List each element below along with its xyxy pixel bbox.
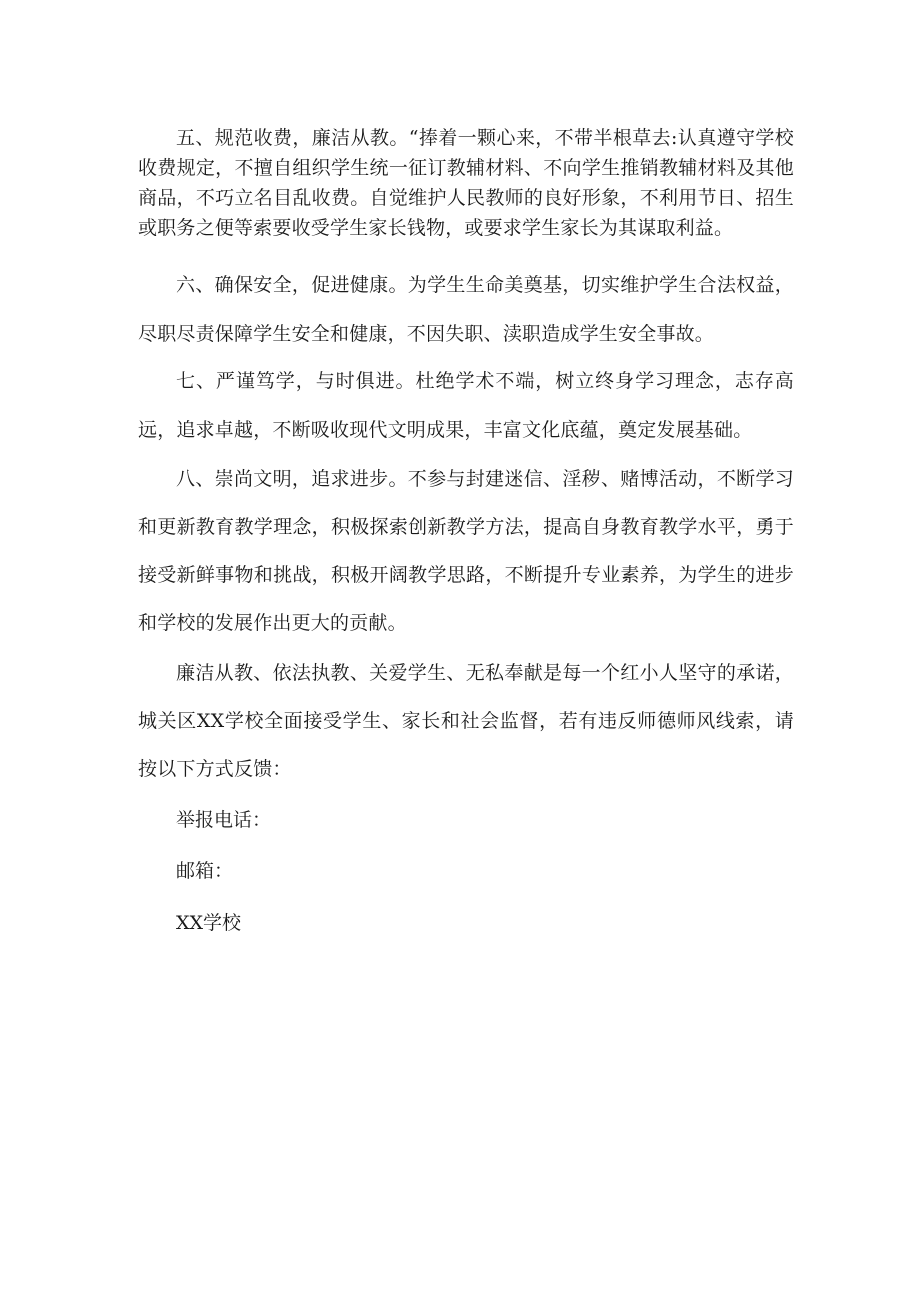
paragraph-7-learning: 七、严谨笃学，与时俱进。杜绝学术不端，树立终身学习理念，志存高远，追求卓越，不断吸收现代文明成果，丰富文化底蕴，奠定发展基础。 [138,370,794,441]
paragraph-closing: 廉洁从教、依法执教、关爱学生、无私奉献是每一个红小人坚守的承诺，城关区XX学校全面接受学生、家长和社会监督，若有违反师德师风线索，请按以下方式反馈： [138,662,794,780]
paragraph-8-civility: 八、崇尚文明，追求进步。不参与封建迷信、淫秽、赌博活动，不断学习和更新教育教学理念，积极探索创新教学方法，提高自身教育教学水平，勇于接受新鲜事物和挑战，积极开阔教学思路，不断提升专业素养，为学生的进步和学校的发展作出更大的贡献。 [138,468,794,634]
email-label: 邮箱： [176,860,234,882]
paragraph-5-fees: 五、规范收费，廉洁从教。“捧着一颗心来，不带半根草去:认真遵守学校收费规定，不擅自组织学生统一征订教辅材料、不向学生推销教辅材料及其他商品，不巧立名目乱收费。自觉维护人民教师的良好形象，不利用节日、招生或职务之便等索要收受学生家长钱物，或要求学生家长为其谋取利益。 [138,127,794,239]
signature: XX学校 [176,912,242,934]
report-phone-label: 举报电话： [176,809,272,831]
paragraph-6-safety: 六、确保安全，促进健康。为学生生命美奠基，切实维护学生合法权益，尽职尽责保障学生安全和健康，不因失职、渎职造成学生安全事故。 [138,274,794,345]
